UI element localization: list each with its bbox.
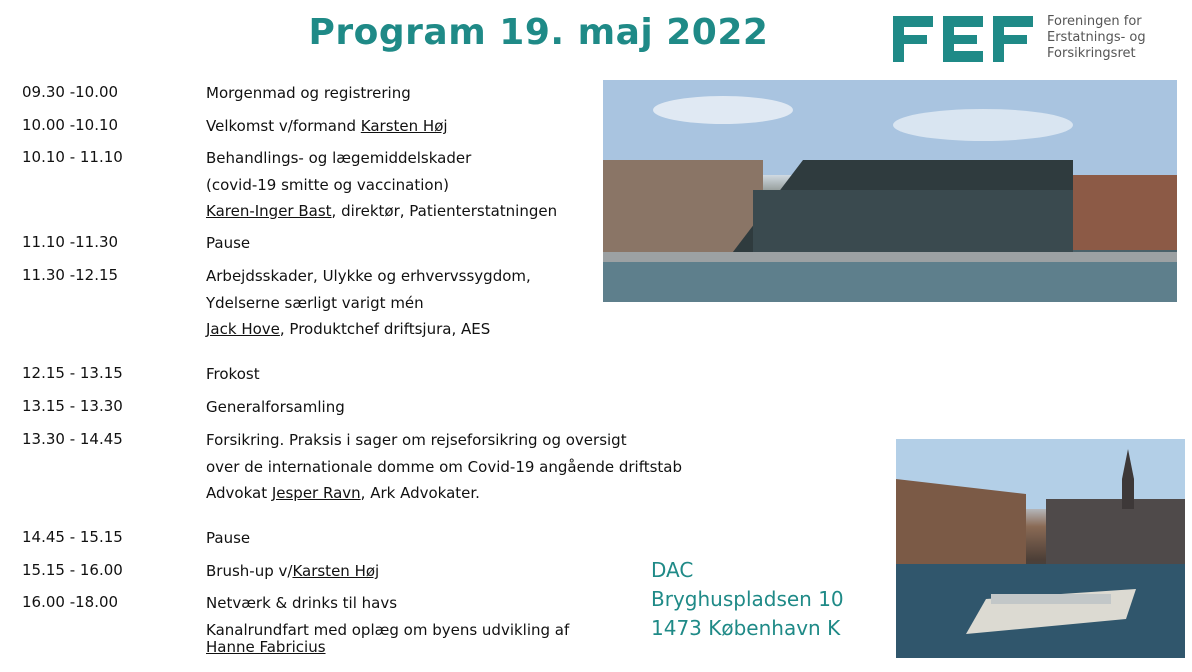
speaker-name: Karsten Høj (360, 117, 448, 135)
description-line (206, 319, 531, 346)
description-line (206, 293, 531, 320)
speaker-name: Jack Hove (206, 320, 280, 338)
schedule-time: 16.00 -18.00 (22, 593, 119, 611)
schedule-time: 13.15 - 13.30 (22, 397, 123, 415)
description-line (206, 561, 379, 588)
logo-org-line: Erstatnings- og (1047, 30, 1146, 45)
description-text: (covid-19 smitte og vaccination) (206, 175, 449, 194)
schedule-description (206, 397, 345, 424)
description-text: Advokat (206, 484, 272, 502)
description-line (206, 266, 531, 293)
description-text: Pause (206, 529, 251, 547)
description-line (206, 457, 682, 484)
description-line (206, 483, 682, 510)
description-text: Morgenmad og registrering (206, 84, 411, 102)
address-line: 1473 København K (651, 616, 841, 640)
description-line (206, 116, 448, 143)
logo-org-line: Forsikringsret (1047, 46, 1136, 61)
description-text: Kanalrundfart med oplæg om byens udvikling af (206, 620, 570, 639)
speaker-name: Hanne Fabricius (206, 638, 326, 656)
description-line (206, 593, 569, 620)
description-text: Ydelserne særligt varigt mén (206, 293, 424, 312)
description-text: over de internationale domme om Covid-19 angående driftstab (206, 457, 683, 476)
page-title: Program 19. maj 2022 (308, 12, 769, 53)
schedule-description (206, 116, 448, 143)
description-text: Velkomst v/formand (206, 117, 361, 135)
schedule-time: 14.45 - 15.15 (22, 528, 123, 546)
canal-photo (896, 439, 1185, 658)
schedule-time: 09.30 -10.00 (22, 83, 119, 101)
schedule-description (206, 364, 260, 391)
venue-photo-drawing (603, 80, 1177, 302)
schedule-time: 15.15 - 16.00 (22, 561, 123, 579)
canal-photo-drawing (896, 439, 1185, 658)
fef-logo (877, 6, 1149, 72)
description-text: Pause (206, 234, 251, 252)
description-line (206, 528, 250, 555)
description-text: , direktør, Patienterstatningen (331, 202, 558, 220)
description-line (206, 201, 557, 228)
speaker-name: Karsten Høj (292, 562, 380, 580)
schedule-description (206, 528, 250, 555)
logo-org-line: Foreningen for (1047, 14, 1142, 29)
address-line: Bryghuspladsen 10 (651, 587, 844, 611)
schedule-description (206, 561, 379, 588)
schedule-description (206, 83, 411, 110)
schedule-description (206, 266, 531, 346)
schedule-time: 11.30 -12.15 (22, 266, 119, 284)
description-text: Frokost (206, 365, 260, 383)
description-text: Arbejdsskader, Ulykke og erhvervssygdom, (206, 267, 531, 285)
description-line (206, 175, 557, 202)
schedule-time: 12.15 - 13.15 (22, 364, 123, 382)
description-text: , Produktchef driftsjura, AES (279, 320, 491, 338)
description-text: Netværk & drinks til havs (206, 594, 398, 612)
venue-photo (603, 80, 1177, 302)
description-line (206, 430, 682, 457)
fef-logo-mark (893, 16, 1033, 62)
description-text: Forsikring. Praksis i sager om rejseforsikring og oversigt (206, 431, 627, 449)
description-line (206, 233, 250, 260)
venue-address (651, 556, 844, 643)
speaker-name: Karen-Inger Bast (206, 202, 332, 220)
schedule-description (206, 148, 557, 228)
description-line (206, 148, 557, 175)
schedule-description (206, 430, 682, 510)
schedule-description (206, 593, 569, 657)
description-line (206, 397, 345, 424)
description-text: Behandlings- og lægemiddelskader (206, 149, 472, 167)
logo-org-name (1047, 14, 1146, 62)
description-text: , Ark Advokater. (360, 484, 480, 502)
address-line: DAC (651, 558, 694, 582)
schedule-description (206, 233, 250, 260)
description-text: Brush-up v/ (206, 562, 293, 580)
speaker-name: Jesper Ravn (271, 484, 361, 502)
schedule-time: 11.10 -11.30 (22, 233, 119, 251)
schedule-time: 10.00 -10.10 (22, 116, 119, 134)
description-line (206, 364, 260, 391)
description-line (206, 83, 411, 110)
description-text: Generalforsamling (206, 398, 345, 416)
description-line (206, 637, 569, 657)
schedule-time: 10.10 - 11.10 (22, 148, 123, 166)
schedule-time: 13.30 - 14.45 (22, 430, 123, 448)
